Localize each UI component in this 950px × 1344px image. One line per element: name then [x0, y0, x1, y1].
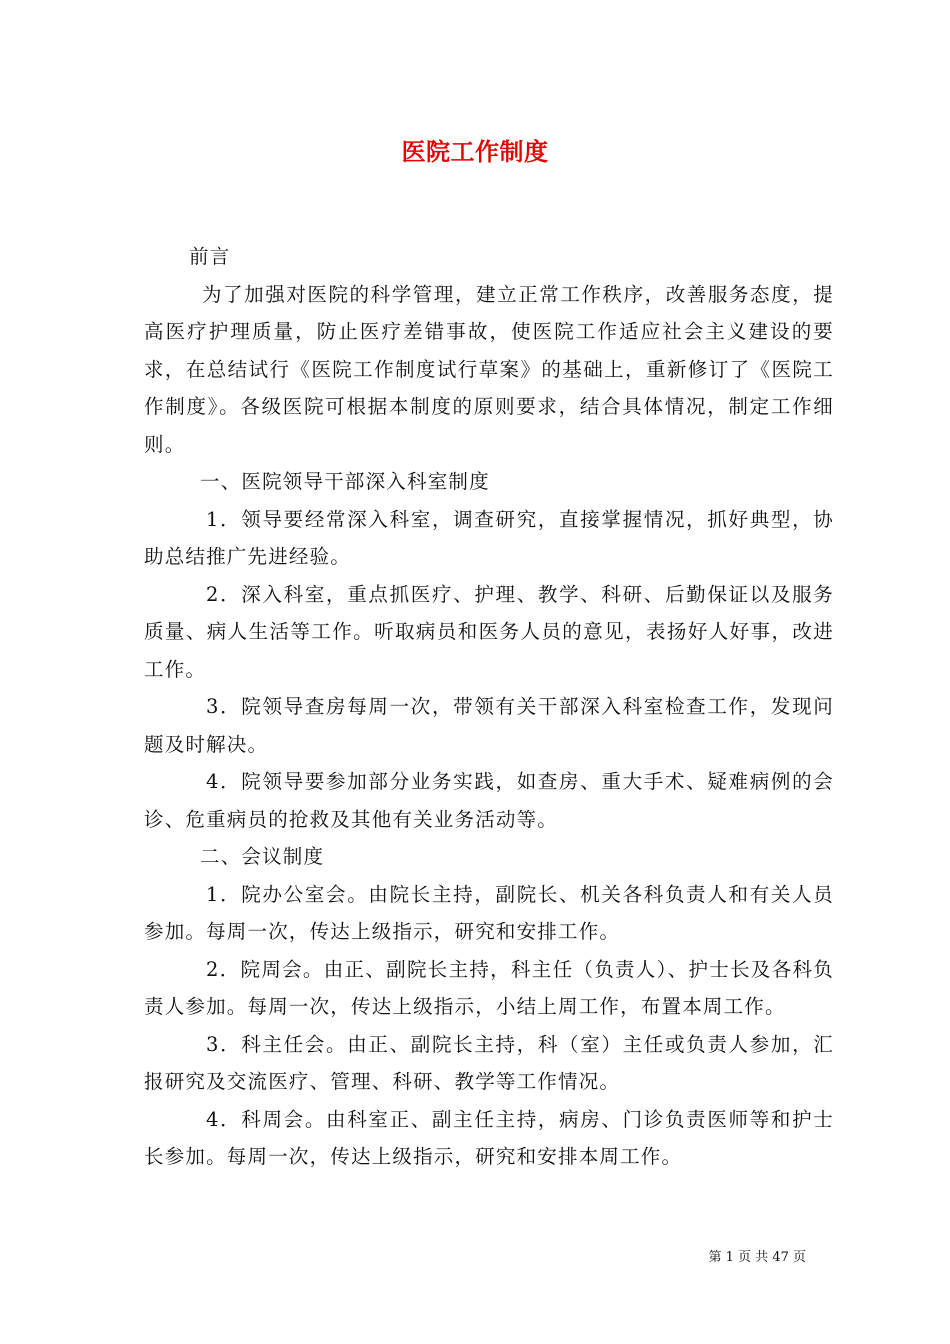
section-1-item: 3．院领导查房每周一次，带领有关干部深入科室检查工作，发现问题及时解决。 [144, 695, 834, 756]
document-body [144, 238, 834, 1176]
section-1-item: 2．深入科室，重点抓医疗、护理、教学、科研、后勤保证以及服务质量、病人生活等工作。听取病员和医务人员的意见，表扬好人好事，改进工作。 [144, 582, 834, 681]
section-2-item: 1．院办公室会。由院长主持，副院长、机关各科负责人和有关人员参加。每周一次，传达上级指示，研究和安排工作。 [144, 882, 834, 943]
section-2-heading: 二、会议制度 [200, 845, 325, 868]
section-1-item: 1．领导要经常深入科室，调查研究，直接掌握情况，抓好典型，协助总结推广先进经验。 [144, 507, 834, 568]
preface-label: 前言 [189, 245, 231, 268]
intro-paragraph: 为了加强对医院的科学管理，建立正常工作秩序，改善服务态度，提高医疗护理质量，防止医疗差错事故，使医院工作适应社会主义建设的要求，在总结试行《医院工作制度试行草案》的基础上，重新修订了《医院工作制度》。各级医院可根据本制度的原则要求，结合具体情况，制定工作细则。 [144, 282, 834, 456]
section-2-item: 4．科周会。由科室正、副主任主持，病房、门诊负责医师等和护士长参加。每周一次，传达上级指示，研究和安排本周工作。 [144, 1107, 834, 1168]
page-number: 第 1 页 共 47 页 [708, 1250, 806, 1265]
section-2-item: 3．科主任会。由正、副院长主持，科（室）主任或负责人参加，汇报研究及交流医疗、管理、科研、教学等工作情况。 [144, 1032, 834, 1093]
section-1-heading: 一、医院领导干部深入科室制度 [200, 470, 490, 493]
document-title: 医院工作制度 [401, 138, 549, 166]
section-2-item: 2．院周会。由正、副院长主持，科主任（负责人）、护士长及各科负责人参加。每周一次，传达上级指示，小结上周工作，布置本周工作。 [144, 957, 834, 1018]
section-1-item: 4．院领导要参加部分业务实践，如查房、重大手术、疑难病例的会诊、危重病员的抢救及其他有关业务活动等。 [144, 770, 834, 831]
